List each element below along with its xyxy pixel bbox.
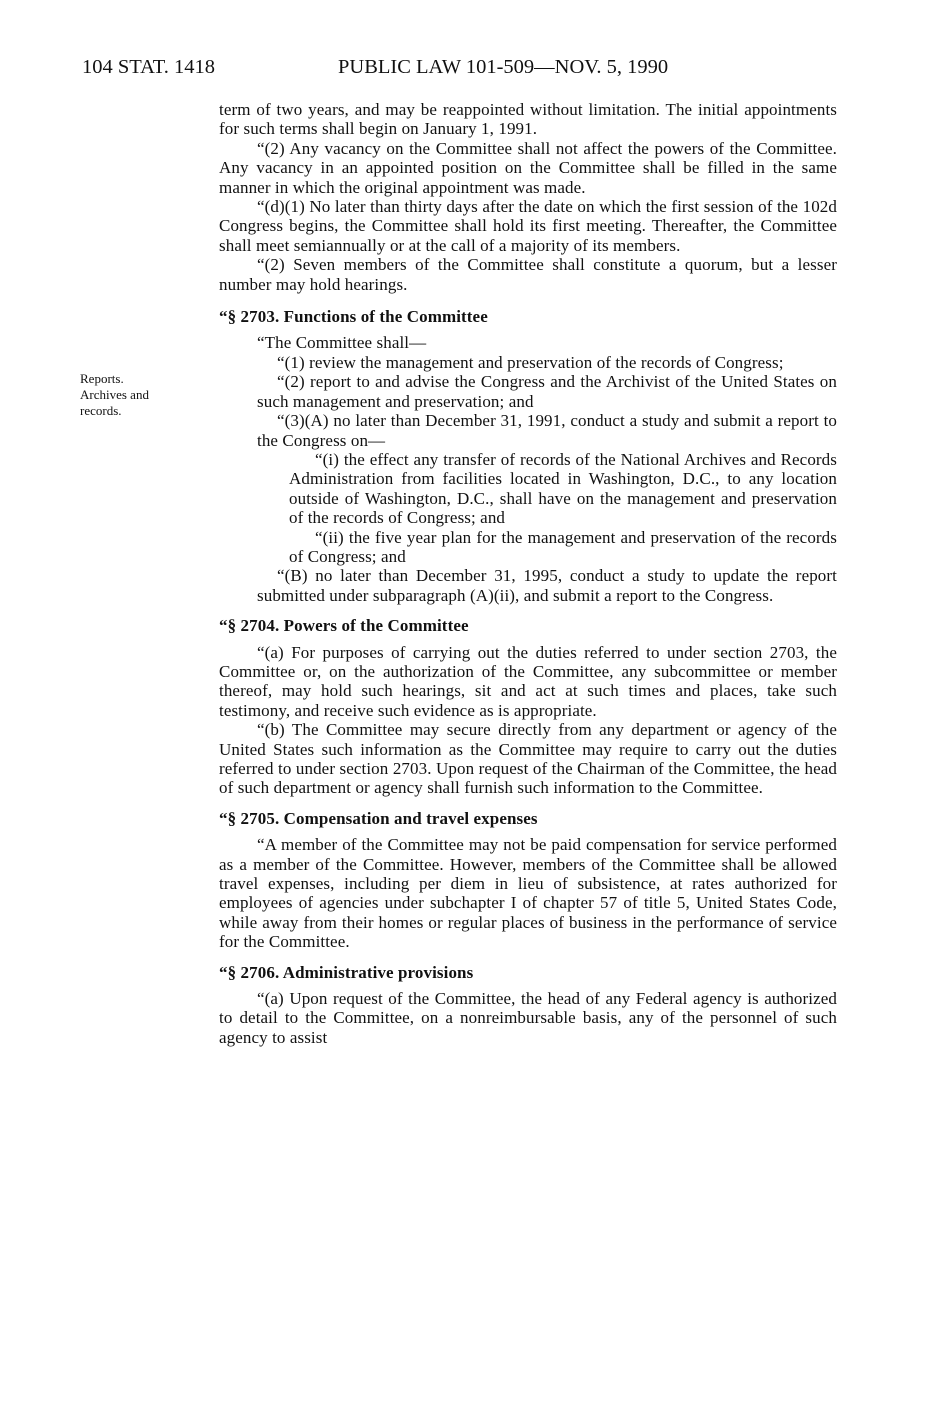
paragraph: “The Committee shall—: [257, 333, 427, 353]
paragraph: “(d)(1) No later than thirty days after the date on which the first session of the 102d Congress begins, the Committee shall hold its first meeting. Thereafter, the Committee shall meet semiannually or at the call of a majority of its members.: [219, 197, 837, 255]
section-heading-2703: “§ 2703. Functions of the Committee: [219, 307, 488, 327]
section-heading-2705: “§ 2705. Compensation and travel expenses: [219, 808, 538, 828]
paragraph: “(1) review the management and preservation of the records of Congress;: [277, 352, 784, 372]
paragraph: “(a) Upon request of the Committee, the head of any Federal agency is authorized to detail to the Committee, on a nonreimbursable basis, any of the personnel of such agency to assist: [219, 989, 837, 1047]
paragraph: “A member of the Committee may not be paid compensation for service performed as a member of the Committee. However, members of the Committee shall be allowed travel expenses, including per diem in lieu of subsistence, at rates authorized for employees of agencies under subchapter I of chapter 57 of title 5, United States Code, while away from their homes or regular places of business in the performance of service for the Committee.: [219, 835, 837, 952]
statute-page-number: 104 STAT. 1418: [82, 56, 215, 78]
section-heading-2706: “§ 2706. Administrative provisions: [219, 962, 474, 982]
paragraph: “(2) report to and advise the Congress and the Archivist of the United States on such management and preservation; and: [257, 372, 837, 411]
paragraph: “(B) no later than December 31, 1995, conduct a study to update the report submitted under subparagraph (A)(ii), and submit a report to the Congress.: [257, 566, 837, 605]
paragraph: term of two years, and may be reappointed without limitation. The initial appointments for such terms shall begin on January 1, 1991.: [219, 100, 837, 139]
margin-note: [80, 371, 149, 419]
paragraph: “(3)(A) no later than December 31, 1991, conduct a study and submit a report to the Congress on—: [257, 411, 837, 450]
margin-note-line: Reports.: [80, 371, 124, 386]
document-body: [219, 100, 837, 1047]
margin-note-line: records.: [80, 403, 122, 418]
paragraph: “(b) The Committee may secure directly from any department or agency of the United States such information as the Committee may require to carry out the duties referred to under section 2703. Upon request of the Chairman of the Committee, the head of such department or agency shall furnish such information to the Committee.: [219, 720, 837, 798]
paragraph: “(2) Any vacancy on the Committee shall not affect the powers of the Committee. Any vacancy in an appointed position on the Committee shall be filled in the same manner in which the original appointment was made.: [219, 138, 837, 197]
paragraph: “(i) the effect any transfer of records of the National Archives and Records Administration from facilities located in Washington, D.C., to any location outside of Washington, D.C., shall have on the management and preservation of the records of Congress; and: [289, 449, 837, 528]
paragraph: “(ii) the five year plan for the management and preservation of the records of Congress; and: [289, 527, 837, 566]
margin-note-line: Archives and: [80, 387, 149, 402]
public-law-citation: PUBLIC LAW 101-509—NOV. 5, 1990: [338, 56, 669, 78]
paragraph: “(a) For purposes of carrying out the duties referred to under section 2703, the Committee or, on the authorization of the Committee, any subcommittee or member thereof, may hold such hearings, sit and act at such times and places, take such testimony, and receive such evidence as is appropriate.: [219, 642, 837, 720]
section-heading-2704: “§ 2704. Powers of the Committee: [219, 616, 469, 636]
page-header: [82, 56, 842, 86]
paragraph: “(2) Seven members of the Committee shall constitute a quorum, but a lesser number may hold hearings.: [219, 255, 837, 294]
